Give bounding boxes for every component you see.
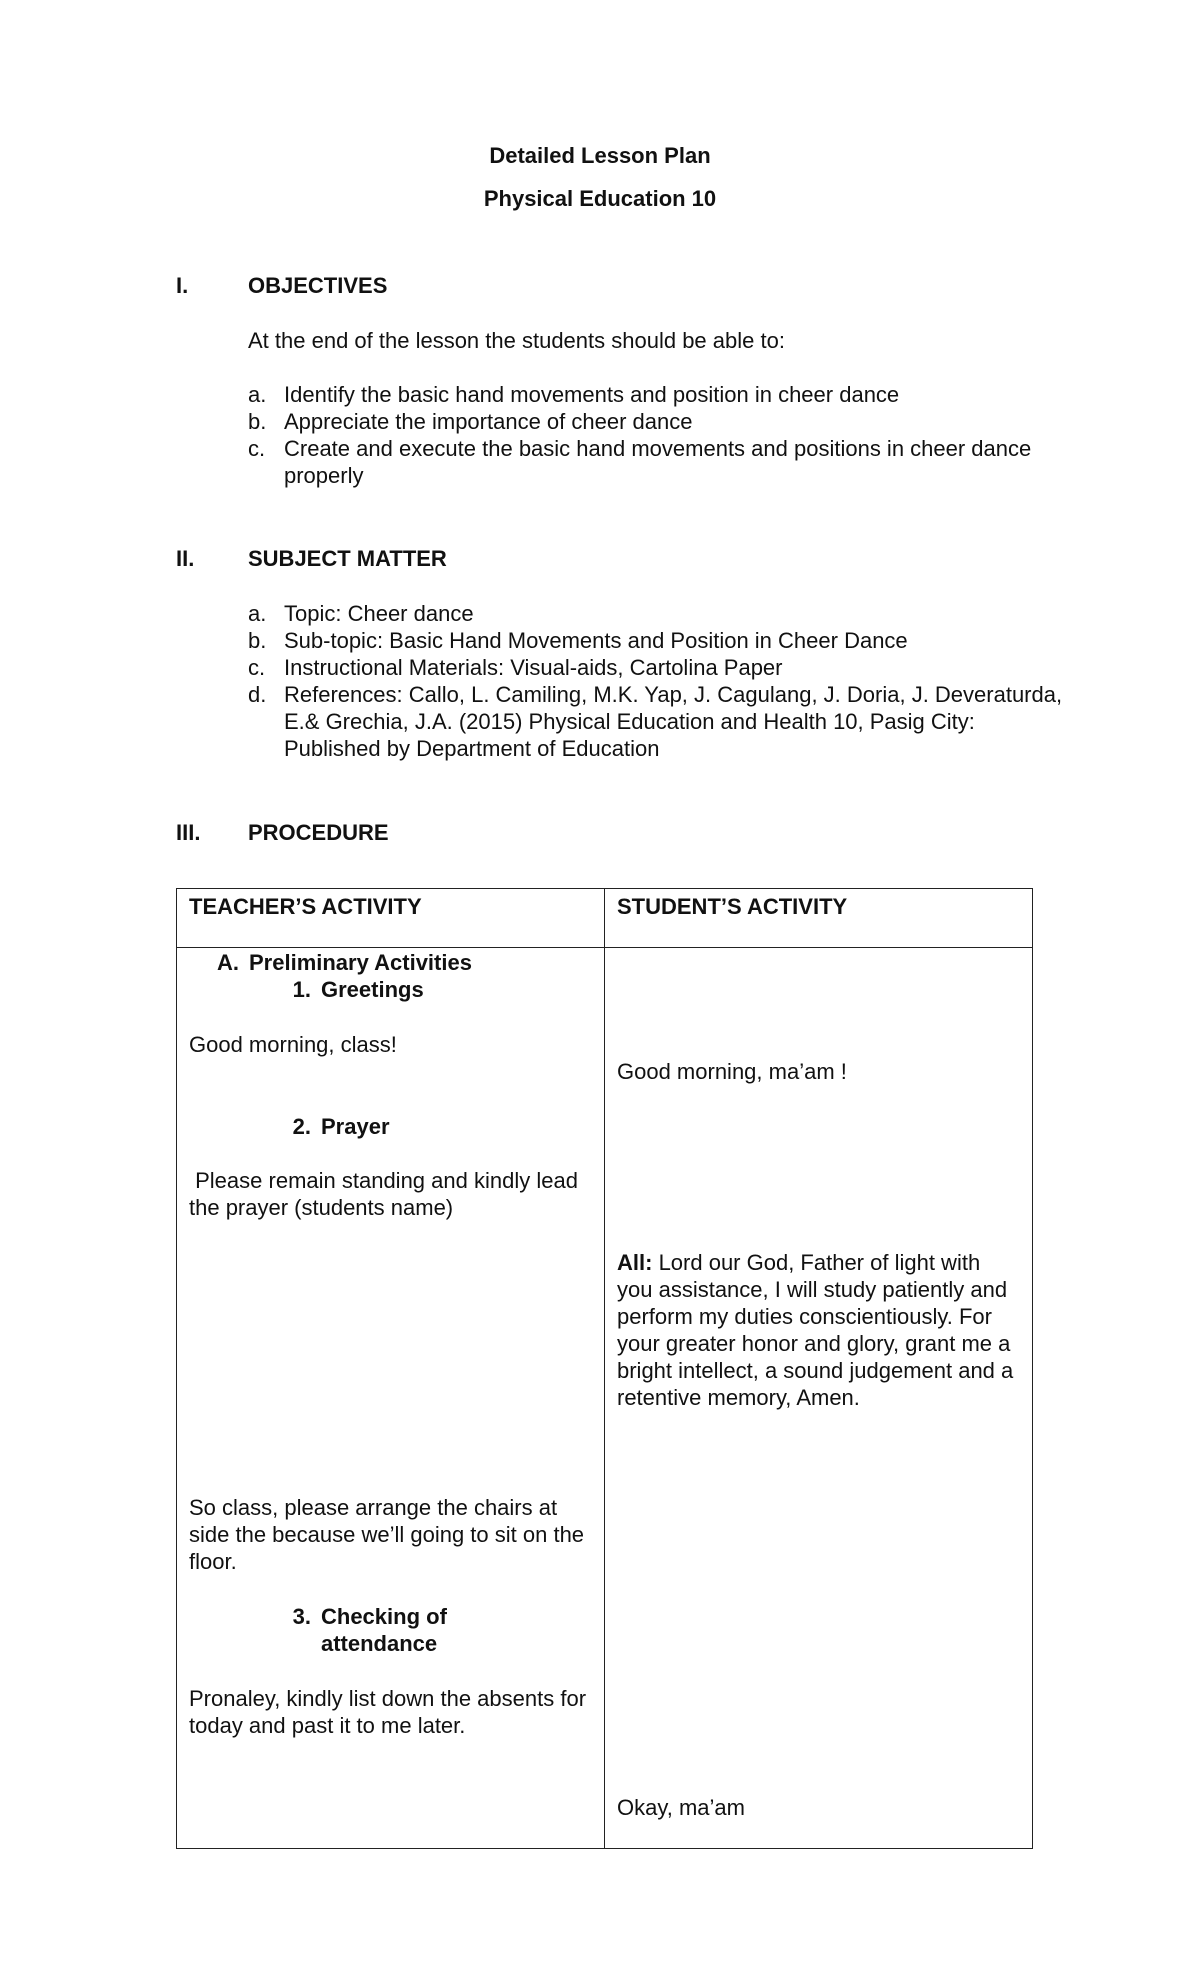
student-activity-header: STUDENT’S ACTIVITY: [605, 889, 1033, 948]
table-header-row: [177, 889, 1033, 948]
prayer-instruction: Please remain standing and kindly lead the prayer (students name): [189, 1168, 585, 1220]
prayer-heading: 2. Prayer: [292, 1114, 390, 1139]
student-prayer: [617, 1249, 1017, 1411]
list-item: c. Create and execute the basic hand movements and positions in cheer dance properly: [248, 436, 1032, 488]
prayer-text: Lord our God, Father of light with you assistance, I will study patiently and perform my duties conscientiously. For your greater honor and glory, grant me a bright intellect, a sound judgement and a retentive memory, Amen.: [617, 1250, 1014, 1410]
section-numeral-subject-matter: II.: [176, 546, 195, 571]
greetings-heading: 1. Greetings: [292, 977, 424, 1002]
list-item: c. Instructional Materials: Visual-aids, Cartolina Paper: [248, 655, 783, 680]
attendance-instruction: Pronaley, kindly list down the absents for today and past it to me later.: [189, 1686, 587, 1738]
greetings-text: Good morning, class!: [189, 1032, 397, 1057]
list-item: b. Appreciate the importance of cheer dance: [248, 409, 693, 434]
table-row: [177, 948, 1033, 1849]
okay-reply: Okay, ma’am: [617, 1795, 745, 1820]
list-item: b. Sub-topic: Basic Hand Movements and Position in Cheer Dance: [248, 628, 908, 653]
chairs-instruction: So class, please arrange the chairs at side the because we’ll going to sit on the floor.: [189, 1495, 585, 1574]
document-subtitle: Physical Education 10: [483, 186, 717, 211]
section-numeral-objectives: I.: [176, 273, 189, 298]
section-title-objectives: OBJECTIVES: [248, 273, 388, 298]
list-item: d. References: Callo, L. Camiling, M.K. Yap, J. Cagulang, J. Doria, J. Deveraturda, E.& Grechia, J.A. (2015) Physical Education and Health 10, Pasig City: Published by Department of Education: [248, 682, 1063, 761]
part-a-heading: A. Preliminary Activities: [217, 950, 472, 975]
document-title: Detailed Lesson Plan: [489, 143, 711, 168]
section-title-subject-matter: SUBJECT MATTER: [248, 546, 447, 571]
objectives-intro: At the end of the lesson the students should be able to:: [248, 328, 785, 353]
procedure-table: [176, 888, 1033, 1849]
section-numeral-procedure: III.: [176, 820, 201, 845]
list-item: a. Identify the basic hand movements and position in cheer dance: [248, 382, 900, 407]
list-item: a. Topic: Cheer dance: [248, 601, 474, 626]
teacher-activity-cell: [177, 948, 605, 1849]
student-activity-cell: [605, 948, 1033, 1849]
section-title-procedure: PROCEDURE: [248, 820, 389, 845]
subject-matter-list: [248, 600, 1068, 762]
objectives-list: [248, 381, 1068, 489]
teacher-activity-header: TEACHER’S ACTIVITY: [177, 889, 605, 948]
prayer-label: All:: [617, 1250, 653, 1275]
attendance-heading: 3. Checking of attendance: [292, 1604, 447, 1656]
greeting-reply: Good morning, ma’am !: [617, 1059, 847, 1084]
